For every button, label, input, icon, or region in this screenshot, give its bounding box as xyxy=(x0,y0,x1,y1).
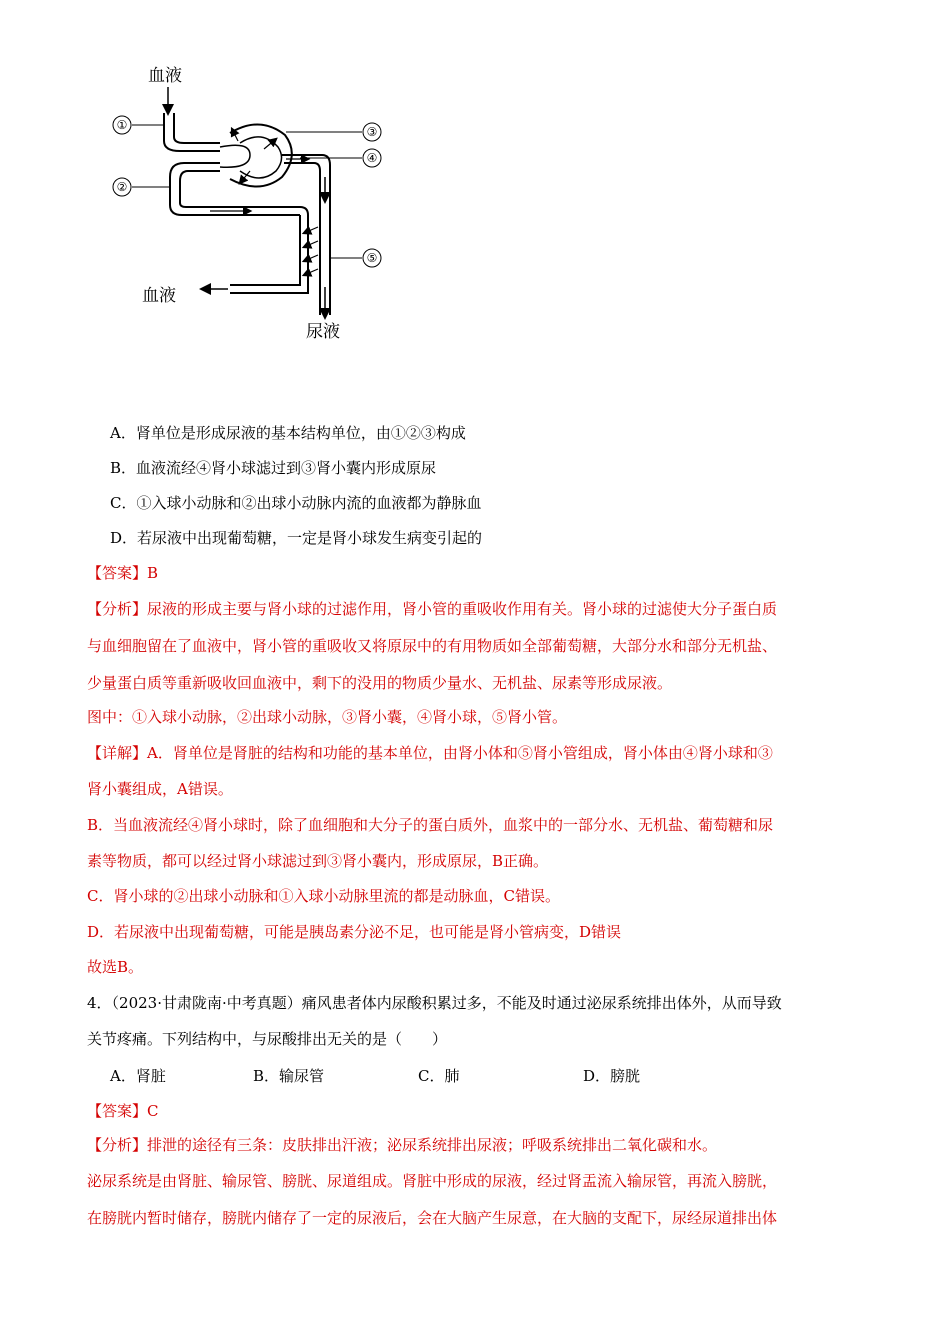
marker-3-label: ③ xyxy=(366,125,378,139)
q4-option-a: A．肾脏 xyxy=(110,1067,166,1085)
q4-analysis-line-2: 泌尿系统是由肾脏、输尿管、膀胱、尿道组成。肾脏中形成的尿液，经过肾盂流入输尿管，再流入膀胱， xyxy=(87,1172,778,1190)
q3-detail-line-5: C．肾小球的②出球小动脉和①入球小动脉里流的都是动脉血，C错误。 xyxy=(87,887,560,905)
q3-detail-line-2: 肾小囊组成，A错误。 xyxy=(87,780,233,798)
q4-answer: 【答案】C xyxy=(87,1102,159,1120)
q3-detail-line-4: 素等物质，都可以经过肾小球滤过到③肾小囊内，形成原尿，B正确。 xyxy=(87,852,549,870)
label-urine: 尿液 xyxy=(306,322,340,342)
q3-analysis-line-4: 图中：①入球小动脉，②出球小动脉，③肾小囊，④肾小球，⑤肾小管。 xyxy=(87,708,568,726)
q3-option-b: B．血液流经④肾小球滤过到③肾小囊内形成原尿 xyxy=(110,459,437,477)
q3-analysis-line-3: 少量蛋白质等重新吸收回血液中，剩下的没用的物质少量水、无机盐、尿素等形成尿液。 xyxy=(87,674,673,692)
q3-analysis-line-1: 【分析】尿液的形成主要与肾小球的过滤作用，肾小管的重吸收作用有关。肾小球的过滤使大分子蛋白质 xyxy=(87,600,778,618)
q4-option-c: C．肺 xyxy=(418,1067,460,1085)
nephron-diagram xyxy=(100,55,400,355)
label-blood-out: 血液 xyxy=(142,286,176,306)
q4-stem-line-2: 关节疼痛。下列结构中，与尿酸排出无关的是（ ） xyxy=(87,1030,448,1048)
q3-answer: 【答案】B xyxy=(87,564,159,582)
q3-detail-line-6: D．若尿液中出现葡萄糖，可能是胰岛素分泌不足，也可能是肾小管病变，D错误 xyxy=(87,923,622,941)
q3-detail-line-7: 故选B。 xyxy=(87,958,144,976)
q3-analysis-line-2: 与血细胞留在了血液中，肾小管的重吸收又将原尿中的有用物质如全部葡萄糖，大部分水和部分无机盐、 xyxy=(87,637,778,655)
marker-2-label: ② xyxy=(116,180,128,194)
marker-1-label: ① xyxy=(116,118,128,132)
q3-option-a: A．肾单位是形成尿液的基本结构单位，由①②③构成 xyxy=(110,424,466,442)
label-blood-in: 血液 xyxy=(148,66,182,86)
marker-4-label: ④ xyxy=(366,151,378,165)
q3-option-c: C．①入球小动脉和②出球小动脉内流的血液都为静脉血 xyxy=(110,494,482,512)
q4-analysis-line-3: 在膀胱内暂时储存，膀胱内储存了一定的尿液后，会在大脑产生尿意，在大脑的支配下，尿经尿道排出体 xyxy=(87,1209,778,1227)
q3-option-d: D．若尿液中出现葡萄糖，一定是肾小球发生病变引起的 xyxy=(110,529,483,547)
q4-stem-line-1: 4．（2023·甘肃陇南·中考真题）痛风患者体内尿酸积累过多，不能及时通过泌尿系统排出体外，从而导致 xyxy=(87,994,782,1012)
q4-option-b: B．输尿管 xyxy=(253,1067,325,1085)
q3-detail-line-3: B．当血液流经④肾小球时，除了血细胞和大分子的蛋白质外，血浆中的一部分水、无机盐、葡萄糖和尿 xyxy=(87,816,774,834)
q3-detail-line-1: 【详解】A．肾单位是肾脏的结构和功能的基本单位，由肾小体和⑤肾小管组成，肾小体由④肾小球和③ xyxy=(87,744,773,762)
q4-analysis-line-1: 【分析】排泄的途径有三条：皮肤排出汗液；泌尿系统排出尿液；呼吸系统排出二氧化碳和水。 xyxy=(87,1136,718,1154)
marker-5-label: ⑤ xyxy=(366,251,378,265)
q4-option-d: D．膀胱 xyxy=(583,1067,641,1085)
